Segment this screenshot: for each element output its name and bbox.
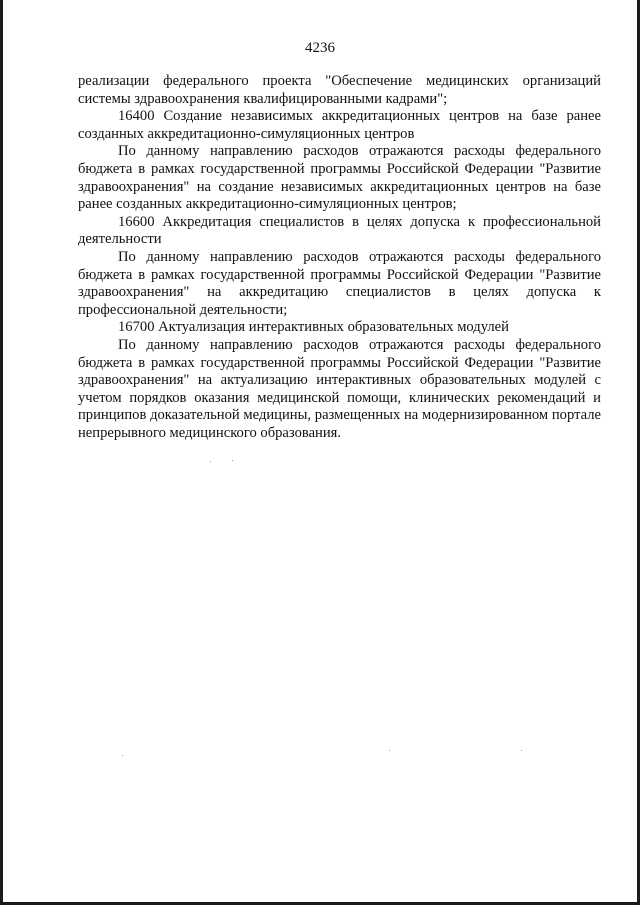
heading-code-16400: 16400 Создание независимых аккредитационных центров на базе ранее созданных аккредитационно-симуляционных центров <box>78 108 601 142</box>
document-body <box>78 73 601 442</box>
paragraph-16600-description: По данному направлению расходов отражаются расходы федерального бюджета в рамках государственной программы Российской Федерации "Развитие здравоохранения" на аккредитацию специалистов в целях допуска к профессиональной деятельности; <box>78 248 601 318</box>
page-number: 4236 <box>305 40 335 56</box>
scan-speck <box>122 755 123 756</box>
heading-code-16600: 16600 Аккредитация специалистов в целях допуска к профессиональной деятельности <box>78 213 601 248</box>
heading-code-16700: 16700 Актуализация интерактивных образовательных модулей <box>118 319 509 336</box>
scan-speck <box>389 750 390 751</box>
paragraph-16700-description: По данному направлению расходов отражаются расходы федерального бюджета в рамках государственной программы Российской Федерации "Развитие здравоохранения" на актуализацию интерактивных образовательных модулей с учетом порядков оказания медицинской помощи, клинических рекомендаций и принципов доказательной медицины, размещенных на модернизированном портале непрерывного медицинского образования. <box>78 336 601 441</box>
scan-speck <box>210 461 211 462</box>
scan-edge-left <box>0 0 3 905</box>
scan-speck <box>232 460 233 461</box>
scan-speck <box>521 750 522 751</box>
paragraph-16400-description: По данному направлению расходов отражаются расходы федерального бюджета в рамках государственной программы Российской Федерации "Развитие здравоохранения" на создание независимых аккредитационных центров на базе ранее созданных аккредитационно-симуляционных центров; <box>78 143 601 213</box>
paragraph-project-continuation: реализации федерального проекта "Обеспечение медицинских организаций системы здравоохранения квалифицированными кадрами"; <box>78 73 601 107</box>
